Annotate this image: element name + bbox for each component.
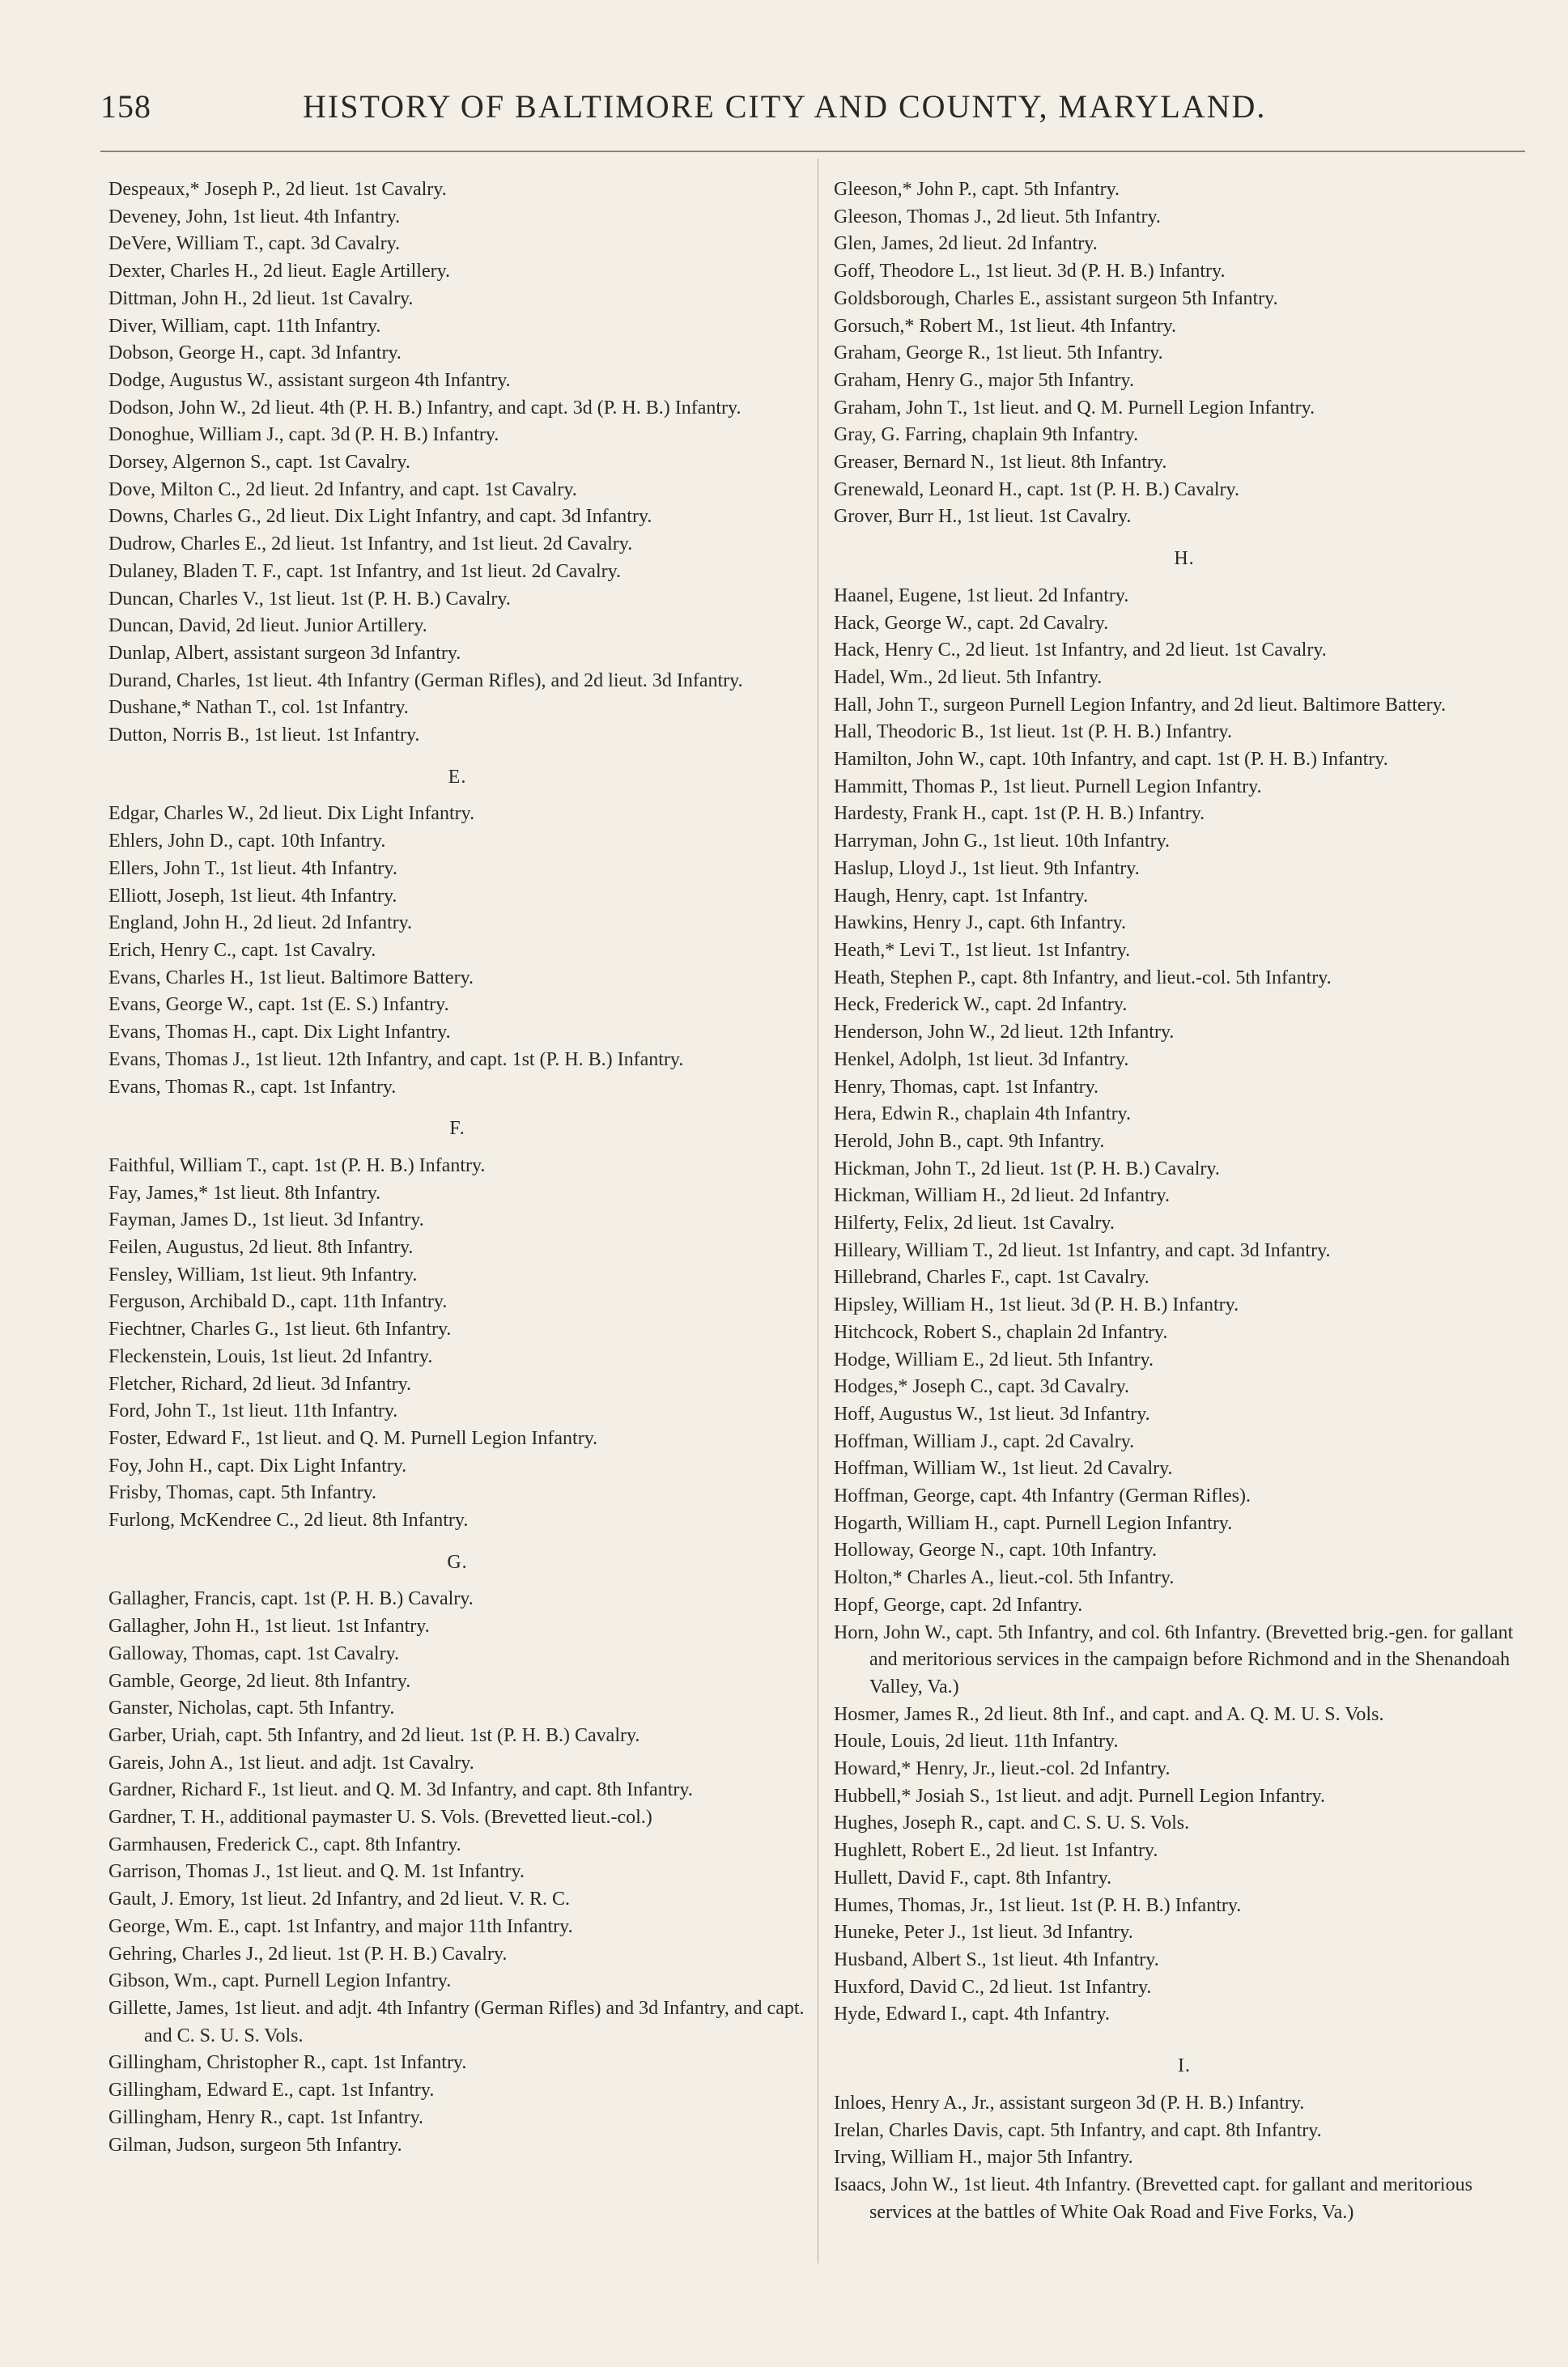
roster-entry: Horn, John W., capt. 5th Infantry, and col. 6th Infantry. (Brevetted brig.-gen. for gallant and meritorious services in the campaign before Richmond and in the Shenandoah Valley, Va.) xyxy=(834,1621,1514,1698)
roster-entry: Downs, Charles G., 2d lieut. Dix Light Infantry, and capt. 3d Infantry. xyxy=(108,506,652,528)
roster-entry: Heck, Frederick W., capt. 2d Infantry. xyxy=(834,994,1128,1016)
roster-entry: Gilman, Judson, surgeon 5th Infantry. xyxy=(108,2134,402,2156)
roster-entry: Feilen, Augustus, 2d lieut. 8th Infantry. xyxy=(108,1237,414,1259)
roster-entry: Haugh, Henry, capt. 1st Infantry. xyxy=(834,885,1089,907)
section-f xyxy=(108,1153,806,1535)
roster-entry: Fay, James,* 1st lieut. 8th Infantry. xyxy=(108,1182,381,1204)
roster-entry: Ferguson, Archibald D., capt. 11th Infantry. xyxy=(108,1291,448,1313)
roster-entry: Hodges,* Joseph C., capt. 3d Cavalry. xyxy=(834,1376,1130,1398)
roster-entry: Garber, Uriah, capt. 5th Infantry, and 2d lieut. 1st (P. H. B.) Cavalry. xyxy=(108,1724,640,1746)
roster-entry: Gamble, George, 2d lieut. 8th Infantry. xyxy=(108,1670,411,1692)
roster-entry: Inloes, Henry A., Jr., assistant surgeon 3d (P. H. B.) Infantry. xyxy=(834,2092,1305,2114)
page-number: 158 xyxy=(100,88,151,125)
roster-entry: Hickman, William H., 2d lieut. 2d Infantry. xyxy=(834,1185,1170,1207)
roster-entry: Gareis, John A., 1st lieut. and adjt. 1st Cavalry. xyxy=(108,1752,474,1774)
roster-entry: Dutton, Norris B., 1st lieut. 1st Infantry. xyxy=(108,725,420,746)
roster-entry: Hoff, Augustus W., 1st lieut. 3d Infantry. xyxy=(834,1403,1150,1425)
roster-entry: Hadel, Wm., 2d lieut. 5th Infantry. xyxy=(834,666,1103,688)
roster-entry: Hamilton, John W., capt. 10th Infantry, and capt. 1st (P. H. B.) Infantry. xyxy=(834,749,1388,771)
roster-entry: Dushane,* Nathan T., col. 1st Infantry. xyxy=(108,697,409,719)
roster-entry: Dove, Milton C., 2d lieut. 2d Infantry, and capt. 1st Cavalry. xyxy=(108,478,577,500)
roster-entry: Hoffman, George, capt. 4th Infantry (German Rifles). xyxy=(834,1485,1251,1507)
roster-entry: Husband, Albert S., 1st lieut. 4th Infantry. xyxy=(834,1949,1159,1970)
roster-entry: Grenewald, Leonard H., capt. 1st (P. H. B.) Cavalry. xyxy=(834,478,1239,500)
roster-entry: Holton,* Charles A., lieut.-col. 5th Infantry. xyxy=(834,1567,1175,1589)
roster-entry: Gardner, T. H., additional paymaster U. S. Vols. (Brevetted lieut.-col.) xyxy=(108,1807,652,1829)
roster-entry: Haanel, Eugene, 1st lieut. 2d Infantry. xyxy=(834,584,1129,606)
roster-entry: Fensley, William, 1st lieut. 9th Infantry. xyxy=(108,1264,418,1285)
roster-entry: Dodson, John W., 2d lieut. 4th (P. H. B.) Infantry, and capt. 3d (P. H. B.) Infantry. xyxy=(108,397,742,419)
roster-entry: Dexter, Charles H., 2d lieut. Eagle Artillery. xyxy=(108,261,451,283)
roster-entry: Galloway, Thomas, capt. 1st Cavalry. xyxy=(108,1642,400,1664)
roster-entry: Haslup, Lloyd J., 1st lieut. 9th Infantry. xyxy=(834,857,1140,879)
left-column xyxy=(108,176,806,2159)
section-g xyxy=(108,1586,806,2159)
roster-entry: Hubbell,* Josiah S., 1st lieut. and adjt. Purnell Legion Infantry. xyxy=(834,1785,1326,1807)
roster-entry: Evans, Thomas H., capt. Dix Light Infantry. xyxy=(108,1022,451,1043)
roster-entry: Diver, William, capt. 11th Infantry. xyxy=(108,315,381,337)
roster-entry: Frisby, Thomas, capt. 5th Infantry. xyxy=(108,1482,377,1504)
roster-entry: Hack, George W., capt. 2d Cavalry. xyxy=(834,612,1109,634)
roster-entry: Gorsuch,* Robert M., 1st lieut. 4th Infantry. xyxy=(834,315,1177,337)
section-e xyxy=(108,801,806,1101)
roster-entry: Irelan, Charles Davis, capt. 5th Infantry, and capt. 8th Infantry. xyxy=(834,2119,1322,2141)
section-h xyxy=(834,583,1535,2029)
roster-entry: Hardesty, Frank H., capt. 1st (P. H. B.) Infantry. xyxy=(834,803,1205,825)
roster-entry: Hickman, John T., 2d lieut. 1st (P. H. B.) Cavalry. xyxy=(834,1158,1220,1179)
roster-entry: Edgar, Charles W., 2d lieut. Dix Light Infantry. xyxy=(108,803,475,825)
roster-entry: Dorsey, Algernon S., capt. 1st Cavalry. xyxy=(108,452,410,474)
header-rule xyxy=(100,151,1525,152)
section-heading-g: G. xyxy=(447,1551,468,1573)
roster-entry: Duncan, Charles V., 1st lieut. 1st (P. H. B.) Cavalry. xyxy=(108,588,511,610)
section-heading-h: H. xyxy=(1174,548,1195,570)
roster-entry: Gibson, Wm., capt. Purnell Legion Infantry. xyxy=(108,1970,452,1992)
roster-entry: Graham, George R., 1st lieut. 5th Infantry. xyxy=(834,342,1163,364)
roster-entry: Hall, Theodoric B., 1st lieut. 1st (P. H. B.) Infantry. xyxy=(834,721,1232,743)
roster-entry: Gault, J. Emory, 1st lieut. 2d Infantry, and 2d lieut. V. R. C. xyxy=(108,1889,570,1910)
section-i xyxy=(834,2090,1535,2227)
roster-entry: Hack, Henry C., 2d lieut. 1st Infantry, and 2d lieut. 1st Cavalry. xyxy=(834,640,1327,661)
roster-entry: Heath,* Levi T., 1st lieut. 1st Infantry. xyxy=(834,939,1131,961)
roster-entry: Hilferty, Felix, 2d lieut. 1st Cavalry. xyxy=(834,1213,1115,1234)
roster-entry: Goldsborough, Charles E., assistant surgeon 5th Infantry. xyxy=(834,287,1278,309)
roster-entry: Evans, George W., capt. 1st (E. S.) Infantry. xyxy=(108,994,449,1016)
roster-entry: DeVere, William T., capt. 3d Cavalry. xyxy=(108,233,401,255)
roster-entry: Fiechtner, Charles G., 1st lieut. 6th Infantry. xyxy=(108,1319,452,1341)
roster-entry: Hipsley, William H., 1st lieut. 3d (P. H. B.) Infantry. xyxy=(834,1294,1239,1316)
roster-entry: Fleckenstein, Louis, 1st lieut. 2d Infantry. xyxy=(108,1345,433,1367)
roster-entry: Gallagher, John H., 1st lieut. 1st Infantry. xyxy=(108,1616,430,1638)
roster-entry: Hilleary, William T., 2d lieut. 1st Infantry, and capt. 3d Infantry. xyxy=(834,1239,1331,1261)
roster-entry: Hoffman, William W., 1st lieut. 2d Cavalry. xyxy=(834,1458,1173,1480)
roster-entry: Herold, John B., capt. 9th Infantry. xyxy=(834,1130,1105,1152)
roster-entry: Hughes, Joseph R., capt. and C. S. U. S. Vols. xyxy=(834,1812,1190,1834)
roster-entry: Furlong, McKendree C., 2d lieut. 8th Infantry. xyxy=(108,1510,469,1532)
roster-entry: Dodge, Augustus W., assistant surgeon 4th Infantry. xyxy=(108,369,511,391)
roster-entry: Dudrow, Charles E., 2d lieut. 1st Infantry, and 1st lieut. 2d Cavalry. xyxy=(108,533,633,555)
roster-entry: Holloway, George N., capt. 10th Infantry. xyxy=(834,1540,1157,1562)
roster-entry: Henderson, John W., 2d lieut. 12th Infantry. xyxy=(834,1022,1175,1043)
roster-entry: Hullett, David F., capt. 8th Infantry. xyxy=(834,1867,1112,1889)
roster-entry: Greaser, Bernard N., 1st lieut. 8th Infantry. xyxy=(834,452,1167,474)
roster-entry: Hera, Edwin R., chaplain 4th Infantry. xyxy=(834,1103,1131,1125)
roster-entry: Gillette, James, 1st lieut. and adjt. 4th Infantry (German Rifles) and 3d Infantry, and capt. and C. S. U. S. Vols. xyxy=(108,1998,805,2046)
roster-entry: Deveney, John, 1st lieut. 4th Infantry. xyxy=(108,206,401,227)
roster-entry: Evans, Thomas J., 1st lieut. 12th Infantry, and capt. 1st (P. H. B.) Infantry. xyxy=(108,1048,684,1070)
roster-entry: Glen, James, 2d lieut. 2d Infantry. xyxy=(834,233,1098,255)
page-header xyxy=(100,87,1525,133)
roster-entry: Isaacs, John W., 1st lieut. 4th Infantry. (Brevetted capt. for gallant and meritorious services at the battles of White Oak Road and Five Forks, Va.) xyxy=(834,2174,1472,2223)
roster-entry: Durand, Charles, 1st lieut. 4th Infantry (German Rifles), and 2d lieut. 3d Infantry. xyxy=(108,669,743,691)
roster-entry: Garrison, Thomas J., 1st lieut. and Q. M. 1st Infantry. xyxy=(108,1861,525,1883)
roster-entry: Faithful, William T., capt. 1st (P. H. B.) Infantry. xyxy=(108,1154,486,1176)
roster-entry: Gillingham, Edward E., capt. 1st Infantry. xyxy=(108,2080,435,2101)
roster-entry: Huneke, Peter J., 1st lieut. 3d Infantry. xyxy=(834,1922,1133,1944)
roster-entry: Duncan, David, 2d lieut. Junior Artillery. xyxy=(108,615,427,637)
roster-entry: Elliott, Joseph, 1st lieut. 4th Infantry. xyxy=(108,885,397,907)
roster-entry: Gillingham, Henry R., capt. 1st Infantry. xyxy=(108,2106,424,2128)
roster-entry: Hoffman, William J., capt. 2d Cavalry. xyxy=(834,1430,1135,1452)
roster-entry: Foy, John H., capt. Dix Light Infantry. xyxy=(108,1455,407,1477)
roster-entry: Hopf, George, capt. 2d Infantry. xyxy=(834,1594,1083,1616)
roster-entry: Humes, Thomas, Jr., 1st lieut. 1st (P. H. B.) Infantry. xyxy=(834,1894,1242,1916)
roster-entry: Harryman, John G., 1st lieut. 10th Infantry. xyxy=(834,831,1171,852)
roster-entry: Henry, Thomas, capt. 1st Infantry. xyxy=(834,1076,1099,1098)
roster-entry: Heath, Stephen P., capt. 8th Infantry, and lieut.-col. 5th Infantry. xyxy=(834,967,1332,988)
roster-entry: Hughlett, Robert E., 2d lieut. 1st Infantry. xyxy=(834,1840,1158,1862)
roster-entry: Fletcher, Richard, 2d lieut. 3d Infantry. xyxy=(108,1373,412,1395)
roster-entry: Fayman, James D., 1st lieut. 3d Infantry. xyxy=(108,1209,424,1231)
roster-entry: Huxford, David C., 2d lieut. 1st Infantry. xyxy=(834,1976,1152,1998)
roster-entry: Graham, John T., 1st lieut. and Q. M. Purnell Legion Infantry. xyxy=(834,397,1315,419)
roster-entry: Dobson, George H., capt. 3d Infantry. xyxy=(108,342,402,364)
roster-entry: Henkel, Adolph, 1st lieut. 3d Infantry. xyxy=(834,1048,1129,1070)
roster-entry: Dittman, John H., 2d lieut. 1st Cavalry. xyxy=(108,287,414,309)
roster-entry: Hall, John T., surgeon Purnell Legion Infantry, and 2d lieut. Baltimore Battery. xyxy=(834,694,1447,716)
roster-entry: Dulaney, Bladen T. F., capt. 1st Infantry, and 1st lieut. 2d Cavalry. xyxy=(108,560,622,582)
roster-entry: George, Wm. E., capt. 1st Infantry, and major 11th Infantry. xyxy=(108,1915,573,1937)
roster-entry: Gallagher, Francis, capt. 1st (P. H. B.) Cavalry. xyxy=(108,1588,474,1610)
section-d xyxy=(108,176,806,750)
roster-entry: Hogarth, William H., capt. Purnell Legion Infantry. xyxy=(834,1512,1233,1534)
roster-entry: Ehlers, John D., capt. 10th Infantry. xyxy=(108,831,386,852)
roster-entry: Gehring, Charles J., 2d lieut. 1st (P. H. B.) Cavalry. xyxy=(108,1943,508,1965)
roster-entry: Goff, Theodore L., 1st lieut. 3d (P. H. B.) Infantry. xyxy=(834,261,1226,283)
roster-entry: Ellers, John T., 1st lieut. 4th Infantry. xyxy=(108,857,397,879)
roster-entry: Gleeson,* John P., capt. 5th Infantry. xyxy=(834,179,1120,200)
roster-entry: Houle, Louis, 2d lieut. 11th Infantry. xyxy=(834,1731,1119,1753)
page-title: HISTORY OF BALTIMORE CITY AND COUNTY, MARYLAND. xyxy=(303,88,1267,125)
roster-entry: Ganster, Nicholas, capt. 5th Infantry. xyxy=(108,1698,395,1719)
roster-entry: Ford, John T., 1st lieut. 11th Infantry. xyxy=(108,1400,398,1422)
roster-entry: Grover, Burr H., 1st lieut. 1st Cavalry. xyxy=(834,506,1132,528)
section-g-continued xyxy=(834,176,1535,531)
roster-entry: Irving, William H., major 5th Infantry. xyxy=(834,2147,1133,2169)
roster-entry: Graham, Henry G., major 5th Infantry. xyxy=(834,369,1134,391)
roster-entry: Erich, Henry C., capt. 1st Cavalry. xyxy=(108,939,376,961)
roster-entry: Hitchcock, Robert S., chaplain 2d Infantry. xyxy=(834,1321,1168,1343)
roster-entry: Evans, Charles H., 1st lieut. Baltimore Battery. xyxy=(108,967,474,988)
roster-entry: Donoghue, William J., capt. 3d (P. H. B.) Infantry. xyxy=(108,424,499,446)
roster-entry: Hosmer, James R., 2d lieut. 8th Inf., and capt. and A. Q. M. U. S. Vols. xyxy=(834,1703,1384,1725)
roster-entry: Hammitt, Thomas P., 1st lieut. Purnell Legion Infantry. xyxy=(834,776,1262,797)
section-heading-f: F. xyxy=(449,1118,465,1140)
roster-entry: Gardner, Richard F., 1st lieut. and Q. M. 3d Infantry, and capt. 8th Infantry. xyxy=(108,1779,693,1801)
right-column xyxy=(834,176,1535,2226)
roster-entry: Foster, Edward F., 1st lieut. and Q. M. Purnell Legion Infantry. xyxy=(108,1427,598,1449)
roster-entry: Gleeson, Thomas J., 2d lieut. 5th Infantry. xyxy=(834,206,1161,227)
section-heading-i: I. xyxy=(1178,2055,1191,2077)
roster-entry: Garmhausen, Frederick C., capt. 8th Infantry. xyxy=(108,1834,461,1855)
roster-entry: Hillebrand, Charles F., capt. 1st Cavalry. xyxy=(834,1267,1149,1289)
roster-entry: Gillingham, Christopher R., capt. 1st Infantry. xyxy=(108,2052,467,2074)
section-heading-e: E. xyxy=(448,766,467,788)
roster-entry: Evans, Thomas R., capt. 1st Infantry. xyxy=(108,1076,397,1098)
roster-entry: England, John H., 2d lieut. 2d Infantry. xyxy=(108,912,413,934)
roster-entry: Hodge, William E., 2d lieut. 5th Infantry. xyxy=(834,1349,1154,1370)
roster-entry: Howard,* Henry, Jr., lieut.-col. 2d Infantry. xyxy=(834,1758,1171,1780)
roster-entry: Hawkins, Henry J., capt. 6th Infantry. xyxy=(834,912,1127,934)
roster-entry: Hyde, Edward I., capt. 4th Infantry. xyxy=(834,2004,1110,2025)
roster-entry: Gray, G. Farring, chaplain 9th Infantry. xyxy=(834,424,1139,446)
roster-entry: Despeaux,* Joseph P., 2d lieut. 1st Cavalry. xyxy=(108,179,447,200)
roster-entry: Dunlap, Albert, assistant surgeon 3d Infantry. xyxy=(108,642,461,664)
